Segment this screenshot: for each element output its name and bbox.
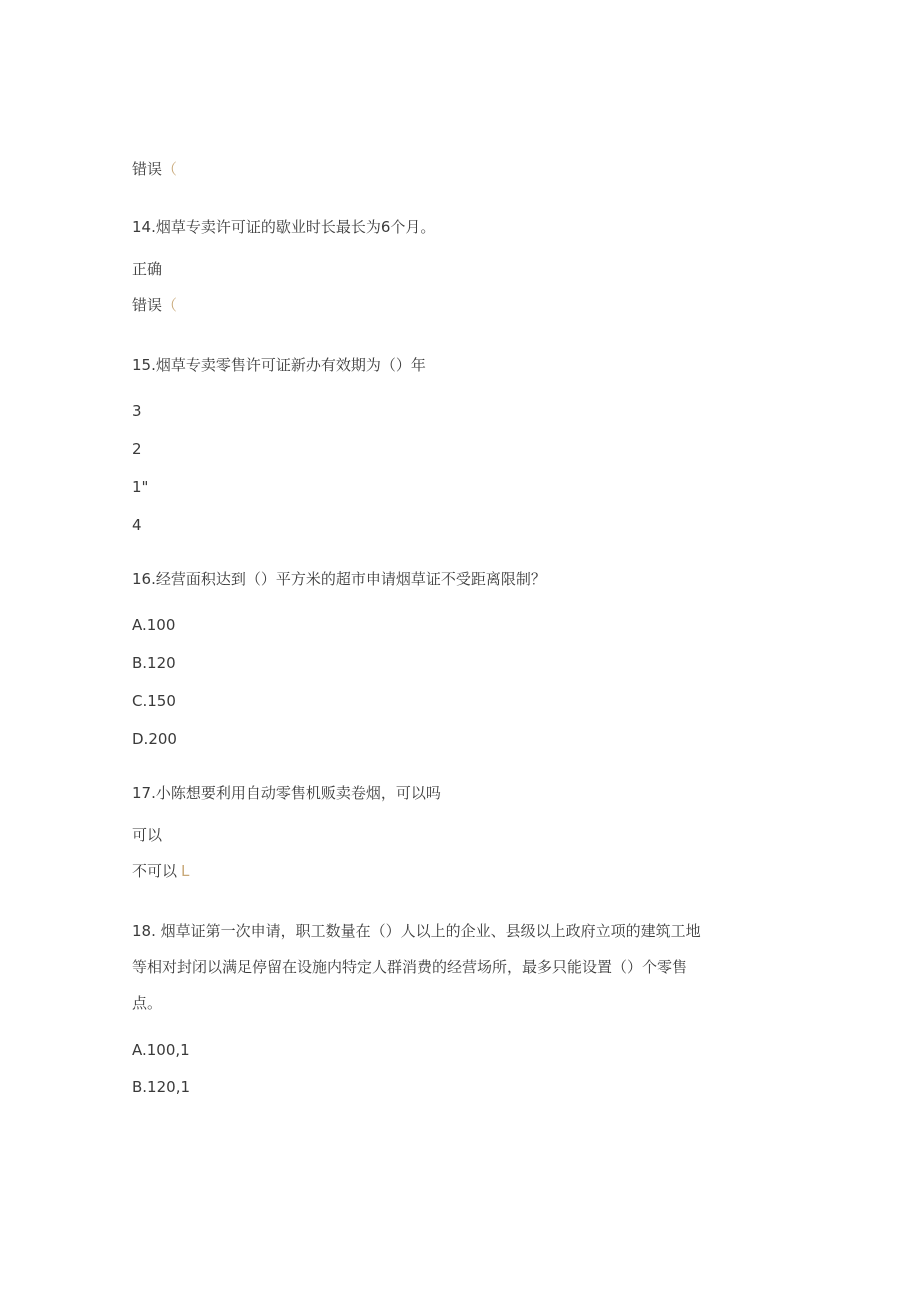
question-17-stem: 17.小陈想要利用自动零售机贩卖卷烟，可以吗 bbox=[132, 784, 441, 802]
question-14-stem: 14.烟草专卖许可证的歇业时长最长为6个月。 bbox=[132, 218, 436, 236]
question-16-stem: 16.经营面积达到（）平方米的超市申请烟草证不受距离限制？ bbox=[132, 570, 546, 588]
question-15-option-2: 2 bbox=[132, 440, 142, 458]
question-14-option-2: 错误（ bbox=[132, 296, 178, 314]
answer-mark: （ bbox=[162, 160, 178, 178]
answer-mark: L bbox=[181, 862, 190, 880]
question-16-option-b: B.120 bbox=[132, 654, 176, 672]
question-18-stem-line-3: 点。 bbox=[132, 994, 163, 1012]
question-15-option-3: 1" bbox=[132, 478, 149, 496]
question-17-option-2: 不可以 L bbox=[132, 862, 190, 880]
question-16-option-d: D.200 bbox=[132, 730, 177, 748]
question-14-option-1: 正确 bbox=[132, 260, 163, 278]
question-15-stem: 15.烟草专卖零售许可证新办有效期为（）年 bbox=[132, 356, 426, 374]
question-15-option-4: 4 bbox=[132, 516, 142, 534]
question-18-option-b: B.120,1 bbox=[132, 1078, 191, 1096]
question-18-stem-line-2: 等相对封闭以满足停留在设施内特定人群消费的经营场所，最多只能设置（）个零售 bbox=[132, 958, 688, 976]
question-17-option-1: 可以 bbox=[132, 826, 163, 844]
answer-mark: （ bbox=[162, 296, 178, 314]
question-16-option-c: C.150 bbox=[132, 692, 176, 710]
question-15-option-1: 3 bbox=[132, 402, 142, 420]
question-16-option-a: A.100 bbox=[132, 616, 176, 634]
option-fragment: 错误（ bbox=[132, 160, 178, 178]
question-18-option-a: A.100,1 bbox=[132, 1041, 190, 1059]
question-18-stem-line-1: 18. 烟草证第一次申请，职工数量在（）人以上的企业、县级以上政府立项的建筑工地 bbox=[132, 922, 701, 940]
